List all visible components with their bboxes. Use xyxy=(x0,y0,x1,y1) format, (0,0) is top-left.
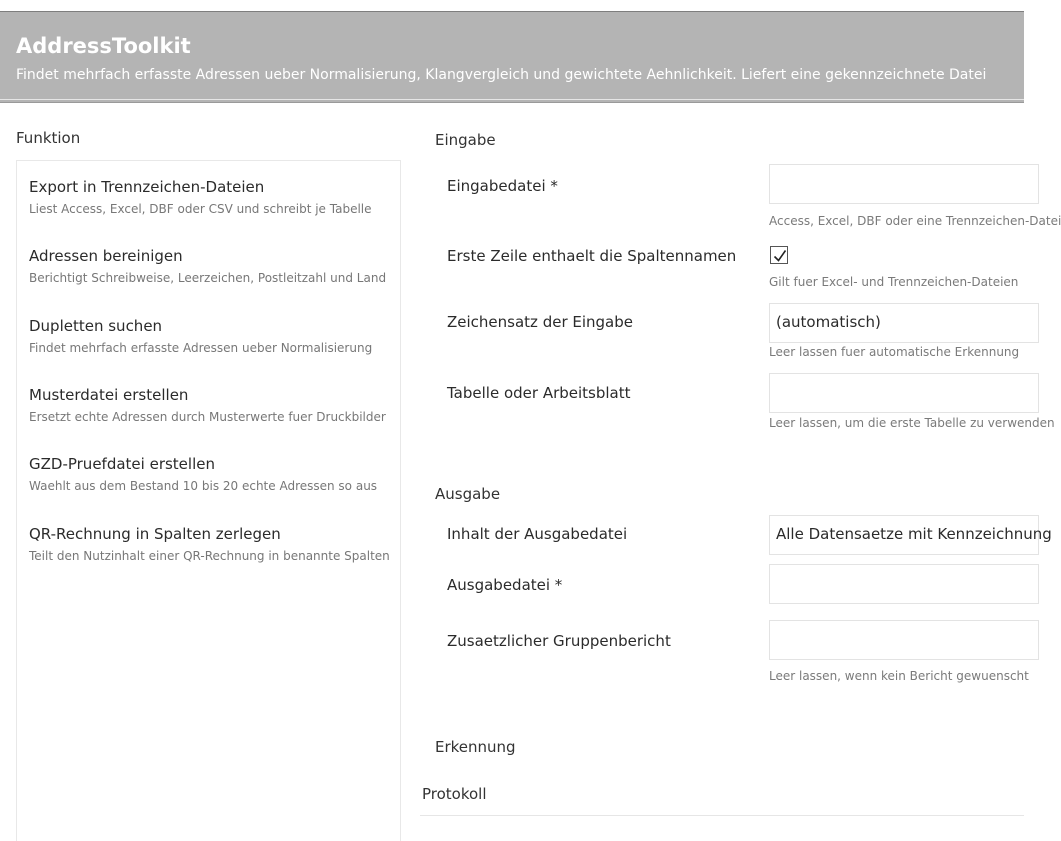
eingabedatei-input[interactable] xyxy=(769,164,1039,204)
app-title: AddressToolkit xyxy=(16,34,191,58)
function-item-title: Export in Trennzeichen-Dateien xyxy=(29,178,265,196)
function-item-gzd[interactable] xyxy=(29,455,409,493)
zeichensatz-select[interactable]: (automatisch) xyxy=(769,303,1039,343)
zeichensatz-hint: Leer lassen fuer automatische Erkennung xyxy=(769,345,1020,359)
function-item-bereinigen[interactable] xyxy=(29,247,409,285)
section-eingabe: Eingabe xyxy=(435,131,496,149)
function-item-description: Liest Access, Excel, DBF oder CSV und schreibt je Tabelle xyxy=(29,202,372,216)
section-protokoll: Protokoll xyxy=(422,785,487,803)
tabelle-hint: Leer lassen, um die erste Tabelle zu verwenden xyxy=(769,416,1055,430)
function-item-musterdatei[interactable] xyxy=(29,386,409,424)
gruppenbericht-label: Zusaetzlicher Gruppenbericht xyxy=(447,632,671,650)
function-item-title: Adressen bereinigen xyxy=(29,247,183,265)
eingabedatei-hint: Access, Excel, DBF oder eine Trennzeichen-Datei xyxy=(769,214,1061,228)
ausgabedatei-label: Ausgabedatei * xyxy=(447,576,563,594)
function-item-title: Musterdatei erstellen xyxy=(29,386,189,404)
header-divider xyxy=(0,99,1024,100)
function-item-dupletten[interactable] xyxy=(29,317,409,355)
checkmark-icon xyxy=(771,247,789,265)
function-item-title: Dupletten suchen xyxy=(29,317,163,335)
ausgabedatei-input[interactable] xyxy=(769,564,1039,604)
app-subtitle: Findet mehrfach erfasste Adressen ueber Normalisierung, Klangvergleich und gewichtete Aehnlichkeit. Liefert eine gekennzeichnete Datei xyxy=(16,67,987,83)
app-header xyxy=(0,12,1024,103)
protokoll-divider xyxy=(420,815,1024,816)
function-item-qr-rechnung[interactable] xyxy=(29,525,409,563)
section-ausgabe: Ausgabe xyxy=(435,485,501,503)
function-item-description: Ersetzt echte Adressen durch Musterwerte fuer Druckbilder xyxy=(29,410,386,424)
function-list[interactable] xyxy=(16,160,401,841)
function-item-description: Berichtigt Schreibweise, Leerzeichen, Postleitzahl und Land xyxy=(29,271,387,285)
inhalt-label: Inhalt der Ausgabedatei xyxy=(447,525,628,543)
gruppenbericht-input[interactable] xyxy=(769,620,1039,660)
function-item-export[interactable] xyxy=(29,178,409,216)
function-item-description: Findet mehrfach erfasste Adressen ueber Normalisierung xyxy=(29,341,373,355)
zeichensatz-label: Zeichensatz der Eingabe xyxy=(447,313,633,331)
eingabedatei-label: Eingabedatei * xyxy=(447,177,558,195)
header-row-checkbox[interactable] xyxy=(770,246,788,264)
inhalt-select[interactable]: Alle Datensaetze mit Kennzeichnung xyxy=(769,515,1039,555)
function-label: Funktion xyxy=(16,129,81,147)
function-item-description: Teilt den Nutzinhalt einer QR-Rechnung in benannte Spalten xyxy=(29,549,390,563)
header-row-label: Erste Zeile enthaelt die Spaltennamen xyxy=(447,247,737,265)
function-item-description: Waehlt aus dem Bestand 10 bis 20 echte Adressen so aus xyxy=(29,479,378,493)
tabelle-label: Tabelle oder Arbeitsblatt xyxy=(447,384,631,402)
section-erkennung[interactable]: Erkennung xyxy=(435,738,516,756)
function-item-title: GZD-Pruefdatei erstellen xyxy=(29,455,215,473)
gruppenbericht-hint: Leer lassen, wenn kein Bericht gewuenscht xyxy=(769,669,1029,683)
function-item-title: QR-Rechnung in Spalten zerlegen xyxy=(29,525,281,543)
tabelle-input[interactable] xyxy=(769,373,1039,413)
header-row-hint: Gilt fuer Excel- und Trennzeichen-Dateien xyxy=(769,275,1019,289)
